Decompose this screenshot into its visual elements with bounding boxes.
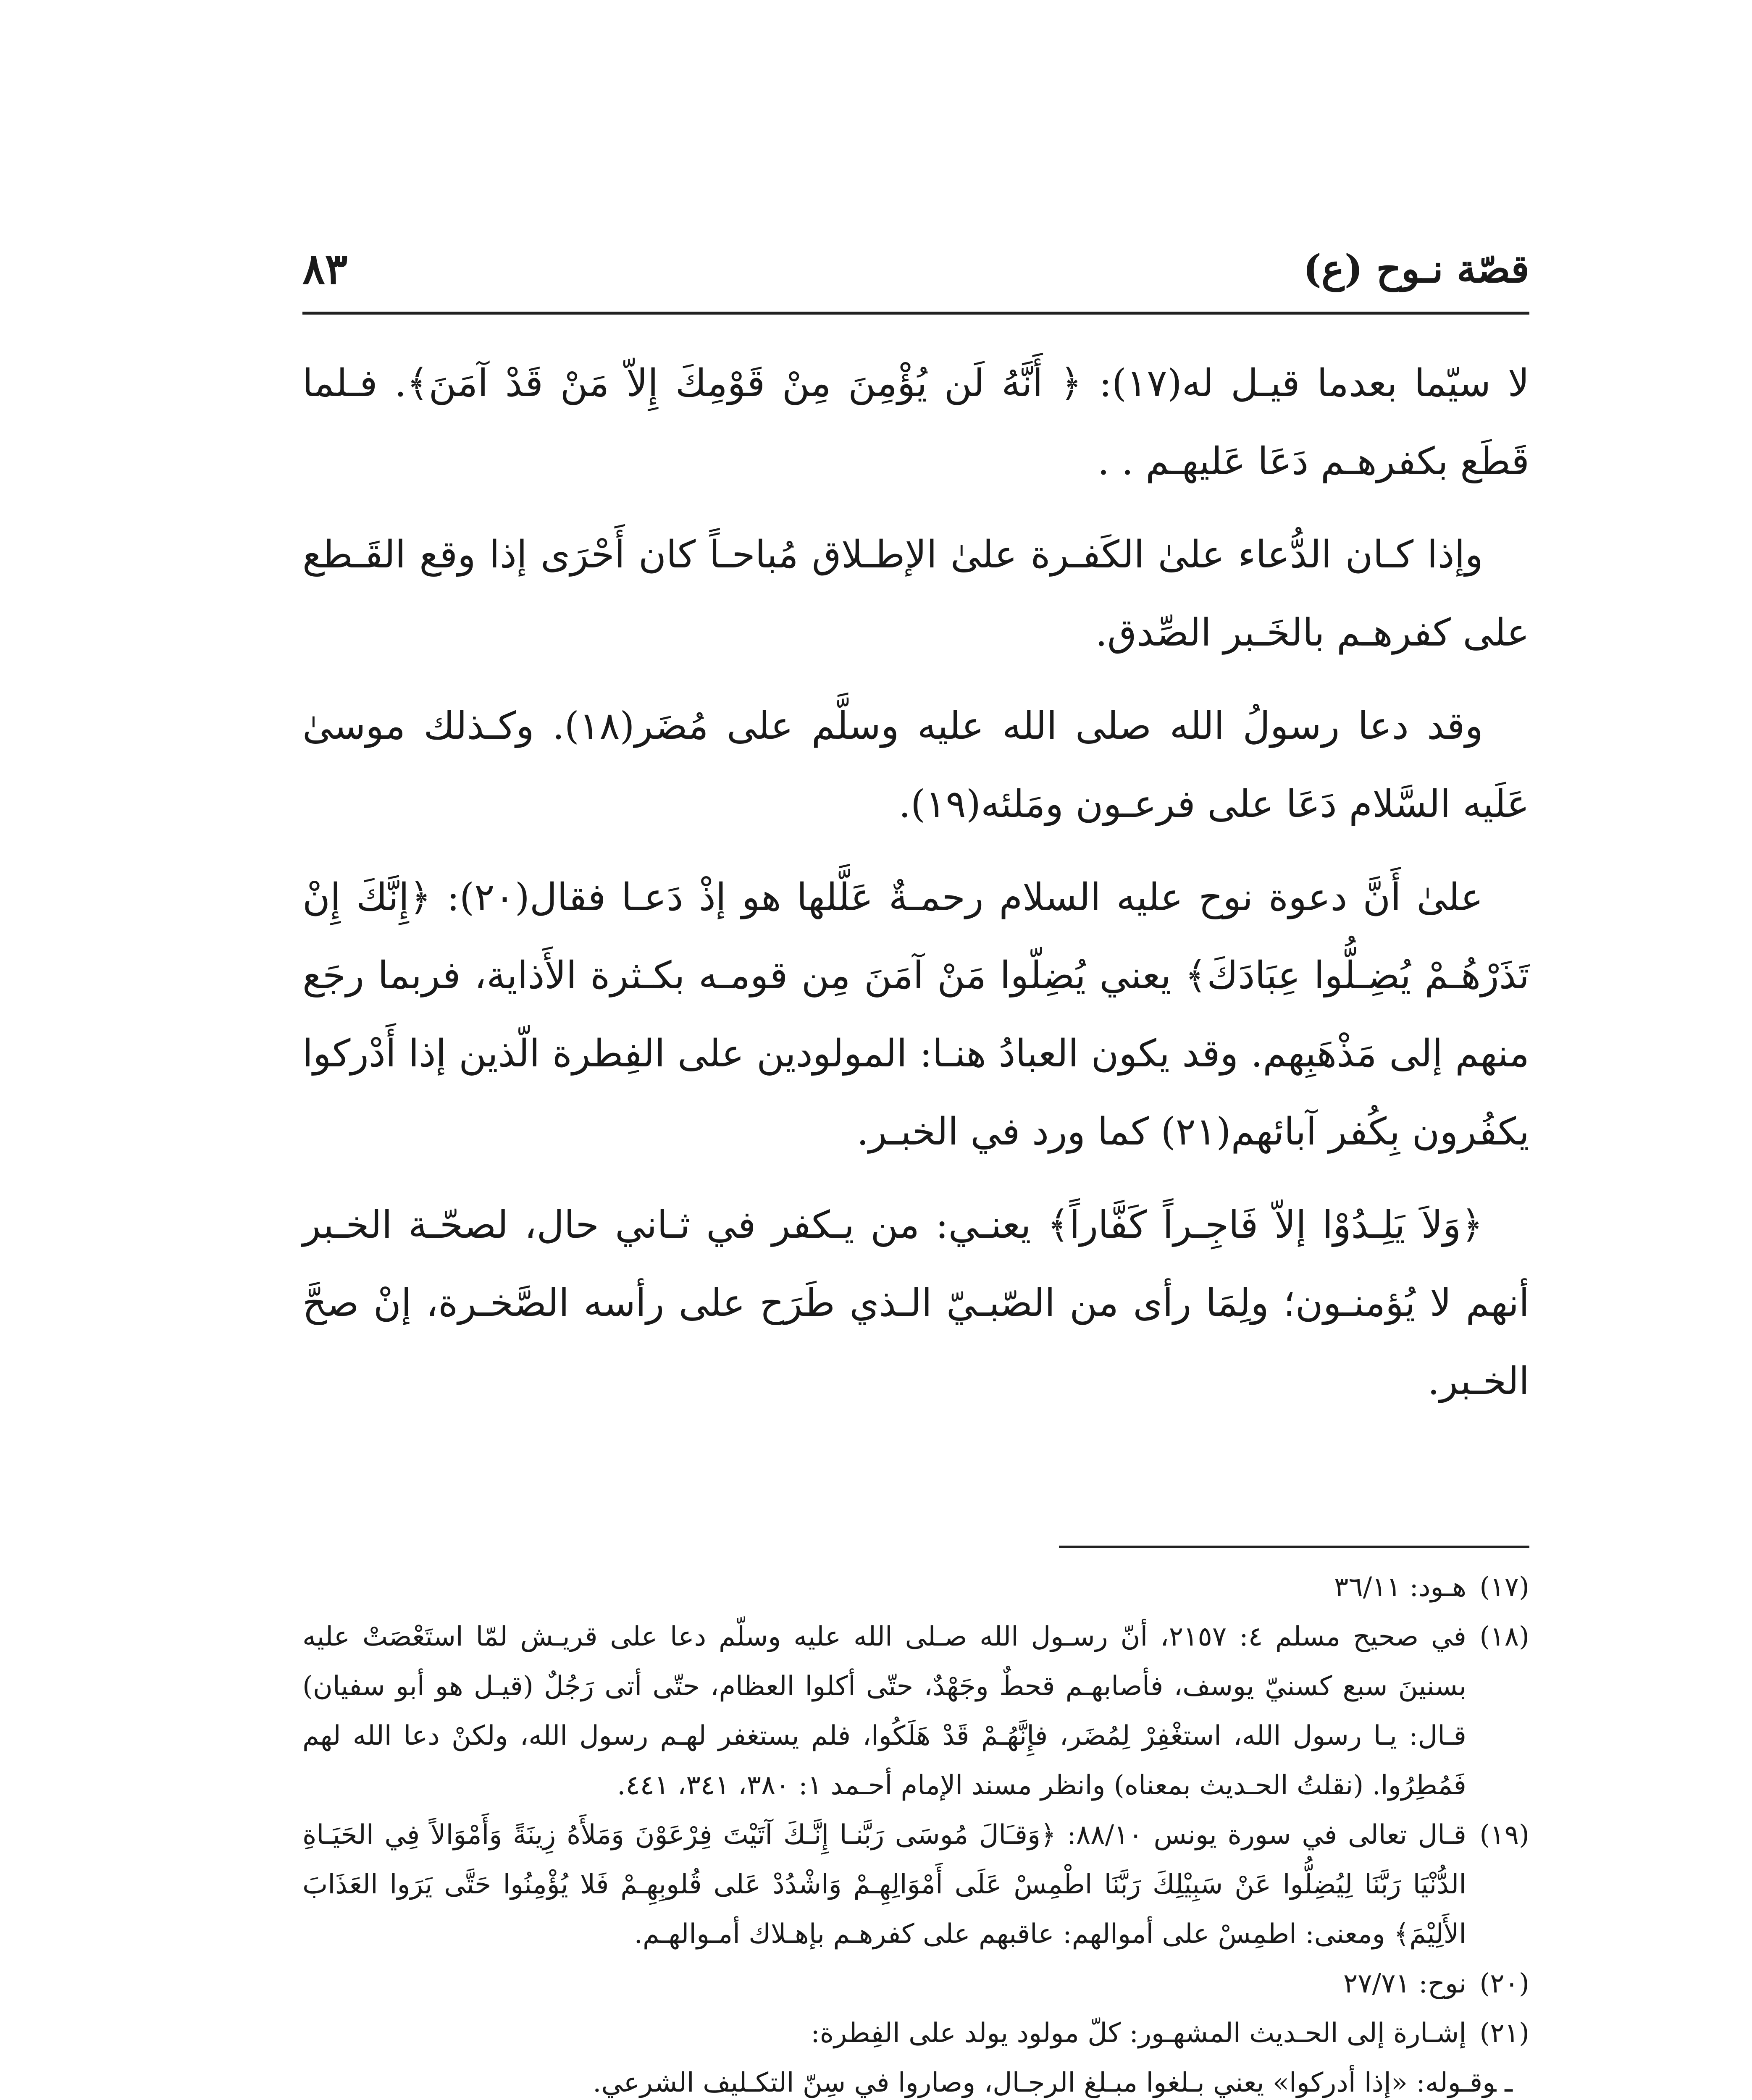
footnotes <box>302 1562 1529 2100</box>
footnote-number: (١٨) <box>1479 1621 1529 1652</box>
footnote-text: هـود: ٣٦/١١ <box>1334 1572 1466 1603</box>
footnote-text: قـال تعالى في سورة يونس ٨٨/١٠: ﴿وَقـَالَ مُوسَى رَبَّنـا إِنَّـكَ آتَيْتَ فِرْعَوْنَ وَمَلأَهُ زِينَةً وَأَمْوَالاً فِي الحَيَـاةِ الدُّنْيَا رَبَّنَا لِيُضِلُّوا عَنْ سَبِيْلِكَ رَبَّنَا اطْمِسْ عَلَى أَمْوَالِهِـمْ وَاشْدُدْ عَلى قُلوبِهِـمْ فَلا يُؤْمِنُوا حَتَّى يَرَوا العَذَابَ الأَلِيْمَ﴾ ومعنى: اطمِسْ على أموالهم: عاقبهم على كفرهـم بإهـلاك أمـوالهـم. <box>302 1819 1467 1950</box>
footnote-continuation <box>302 2058 1529 2100</box>
page-header <box>302 235 1529 311</box>
main-text <box>302 344 1529 1436</box>
footnote-divider <box>1059 1546 1529 1548</box>
body-paragraph: علىٰ أَنَّ دعوة نوح عليه السلام رحمـةٌ عَلَّلها هو إذْ دَعـا فقال(٢٠): ﴿إِنَّكَ إِنْ تَذَرْهُـمْ يُضِـلُّوا عِبَادَكَ﴾ يعني يُضِلّوا مَنْ آمَنَ مِن قومـه بكـثرة الأَذاية، فربما رجَع منهم إلى مَذْهَبِهم. وقد يكون العبادُ هنـا: المولودين على الفِطرة الّذين إذا أَدْركوا يكفُرون بِكُفر آبائهم(٢١) كما ورد في الخبـر. <box>302 875 1529 1154</box>
footnote-item <box>302 1562 1529 1612</box>
chapter-title: قصّة نـوح (ع) <box>1303 246 1529 291</box>
body-paragraph: وإذا كـان الدُّعاء علىٰ الكَفـرة علىٰ الإطـلاق مُباحـاً كان أَحْرَى إذا وقع القَـطع على كفرهـم بالخَـبر الصِّدق. <box>302 533 1529 655</box>
footnote-item <box>302 1612 1529 1810</box>
footnote-item <box>302 2008 1529 2058</box>
body-paragraph: لا سيّما بعدما قيـل له(١٧): ﴿ أَنَّهُ لَن يُؤْمِنَ مِنْ قَوْمِكَ إِلاّ مَنْ قَدْ آمَنَ﴾. فـلما قَطَع بكفرهـم دَعَا عَليهـم . . <box>302 361 1529 483</box>
footnote-dash: ـ <box>1505 2067 1513 2098</box>
page-number: ٨٣ <box>302 244 348 294</box>
footnote-number: (١٧) <box>1479 1572 1529 1603</box>
body-paragraph: وقد دعا رسولُ الله صلى الله عليه وسلَّم على مُضَر(١٨). وكـذلك موسىٰ عَلَيه السَّلام دَعَا على فرعـون ومَلئه(١٩). <box>302 704 1529 826</box>
footnote-number: (١٩) <box>1479 1819 1529 1851</box>
header-divider <box>302 312 1529 315</box>
footnote-number: (٢١) <box>1479 2018 1529 2049</box>
footnote-text: في صحيح مسلم ٤: ٢١٥٧، أنّ رسـول الله صـلى الله عليه وسلّم دعا على قريـش لمّا استَعْصَتْ عليه بسنينَ سبع كسنيّ يوسف، فأصابهـم قحطٌ وجَهْدٌ، حتّى أكلوا العظام، حتّى أتى رَجُلٌ (قيـل هو أبو سفيان) قـال: يـا رسول الله، استغْفِرْ لِمُضَر، فإِنَّهُـمْ قَدْ هَلَكُوا، فلم يستغفر لهـم رسول الله، ولكنْ دعا الله لهم فَمُطِرُوا. (نقلتُ الحـديث بمعناه) وانظر مسند الإمام أحـمد ١: ٣٨٠، ٣٤١، ٤٤١. <box>302 1621 1467 1801</box>
footnote-continuation-text: وقـوله: «إذا أدركوا» يعني بـلغوا مبـلغ الرجـال، وصاروا في سِنّ التكـليف الشرعي. <box>593 2067 1497 2098</box>
footnote-item <box>302 1810 1529 1959</box>
body-paragraph: ﴿وَلاَ يَلِـدُوْا إلاّ فَاجِـراً كَفَّاراً﴾ يعنـي: من يـكفر في ثـاني حال، لصحّـة الخـبر أنهم لا يُؤمنـون؛ ولِمَا رأى من الصّبـيّ الـذي طَرَح على رأسه الصَّخـرة، إنْ صحَّ الخـبر. <box>302 1203 1529 1403</box>
footnote-text: نوح: ٢٧/٧١ <box>1343 1968 1466 1999</box>
footnote-number: (٢٠) <box>1479 1968 1529 1999</box>
footnote-text: إشـارة إلى الحـديث المشهـور: كلّ مولود يولد على الفِطرة: <box>811 2018 1466 2049</box>
footnote-item <box>302 1959 1529 2008</box>
